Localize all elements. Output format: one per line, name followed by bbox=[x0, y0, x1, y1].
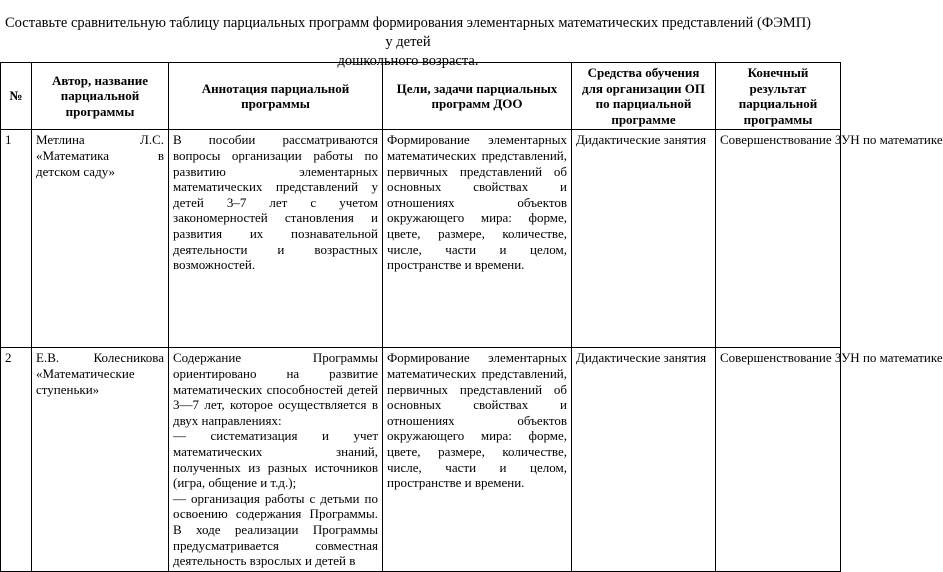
cell-means: Дидактические занятия bbox=[572, 130, 716, 348]
table-header-row bbox=[1, 63, 841, 130]
cell-result: Совершенствование ЗУН по математике bbox=[716, 130, 841, 348]
cell-num: 1 bbox=[1, 130, 32, 348]
header-author: Автор, название парциальной программы bbox=[32, 63, 169, 130]
cell-goals: Формирование элементарных математических представлений, первичных представлений об основных свойствах и отношениях объектов окружающего мира: форме, цвете, размере, количестве, числе, части и целом, пространстве и времени. bbox=[383, 130, 572, 348]
annotation-paragraph: — организация работы с детьми по освоению содержания Программы. В ходе реализации Программы предусматривается совместная деятельность взрослых и детей в bbox=[173, 490, 378, 569]
header-annotation: Аннотация парциальной программы bbox=[169, 63, 383, 130]
header-goals: Цели, задачи парциальных программ ДОО bbox=[383, 63, 572, 130]
cell-num: 2 bbox=[1, 348, 32, 571]
header-means: Средства обучения для организации ОП по парциальной программе bbox=[572, 63, 716, 130]
table-row bbox=[1, 348, 841, 571]
title-line-2: дошкольного возраста. bbox=[337, 53, 479, 69]
annotation-paragraph: — систематизация и учет математических знаний, полученных из разных источников (игра, общение и т.д.); bbox=[173, 428, 378, 491]
table-viewport bbox=[0, 62, 943, 569]
comparison-table bbox=[0, 62, 943, 572]
cell-author: Е.В. Колесникова «Математические ступеньки» bbox=[32, 348, 169, 571]
header-result: Конечный результат парциальной программы bbox=[716, 63, 841, 130]
cell-author: Метлина Л.С. «Математика в детском саду» bbox=[32, 130, 169, 348]
cell-means: Дидактические занятия bbox=[572, 348, 716, 571]
cell-result: Совершенствование ЗУН по математике bbox=[716, 348, 841, 571]
title-line-1: Составьте сравнительную таблицу парциальных программ формирования элементарных математических представлений (ФЭМП) у детей bbox=[4, 15, 811, 50]
cell-annotation bbox=[169, 348, 383, 571]
annotation-paragraph: Содержание Программы ориентировано на развитие математических способностей детей 3—7 лет, которое осуществляется в двух направлениях: bbox=[173, 350, 378, 428]
cell-goals: Формирование элементарных математических представлений, первичных представлений об основных свойствах и отношениях объектов окружающего мира: форме, цвете, размере, количестве, числе, части и целом, пространстве и времени. bbox=[383, 348, 572, 571]
cell-annotation: В пособии рассматриваются вопросы организации работы по развитию элементарных математических представлений у детей 3–7 лет с учетом закономерностей становления и развития их познавательной деятельности и возрастных возможностей. bbox=[169, 130, 383, 348]
header-num: № bbox=[1, 63, 32, 130]
table-row bbox=[1, 130, 841, 348]
